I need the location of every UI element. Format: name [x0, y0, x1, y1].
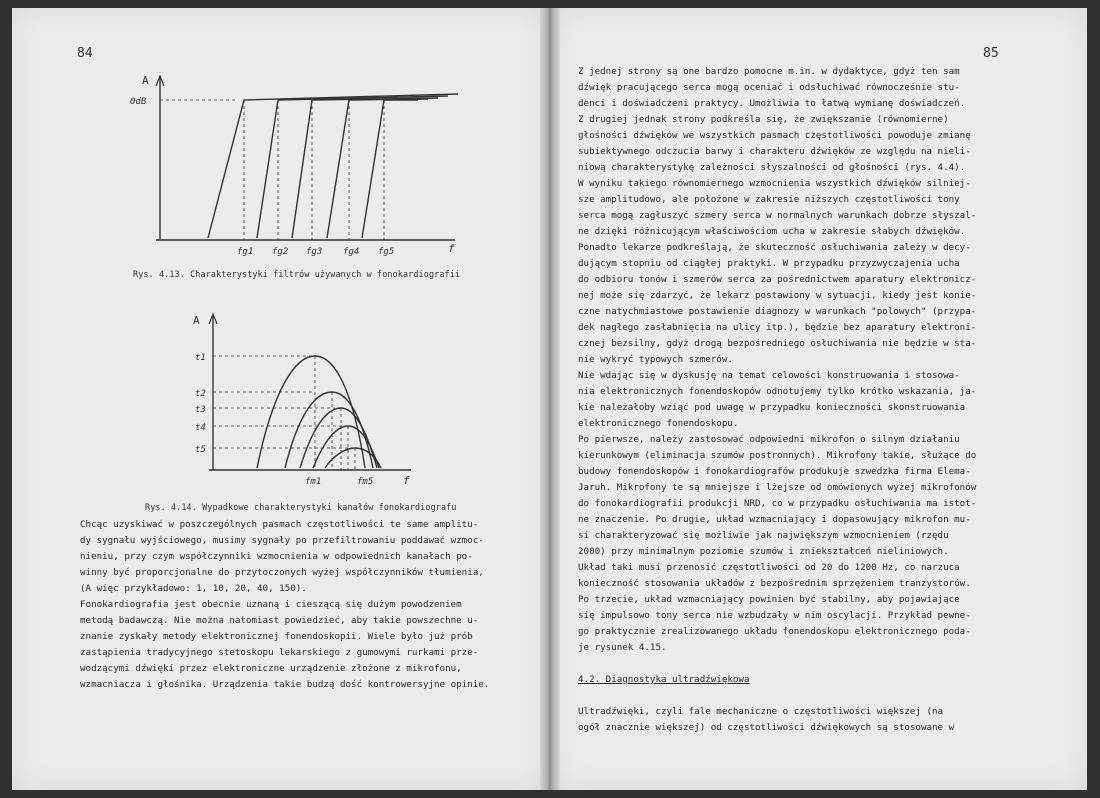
page-number-left: 84 — [77, 46, 93, 61]
fig2-x-axis-label: f — [403, 474, 410, 487]
fig2-y-axis-label: A — [193, 314, 200, 327]
text-line: ogół znacznie większej) od częstotliwości dźwiękowych są stosowane w — [578, 722, 955, 733]
text-line: Jaruh. Mikrofony te są mniejsze i lżejsze od omówionych wyżej mikrofonów — [578, 482, 977, 493]
text-line: je rysunek 4.15. — [578, 642, 667, 653]
fig1-tick-fg1: fg1 — [237, 247, 254, 257]
left-body-text — [80, 517, 542, 693]
text-line: do odbioru tonów i szmerów serca za pośrednictwem aparatury elektronicz- — [578, 274, 977, 285]
text-line: ne dzięki różnicującym właściwościom ucha w zakresie słabych dźwięków. — [578, 226, 966, 237]
text-line: Układ taki musi przenosić częstotliwości od 20 do 1200 Hz, co narzuca — [578, 562, 960, 573]
text-line: dek nagłego zasłabnięcia na ulicy itp.), będzie bez aparatury elektroni- — [578, 322, 977, 333]
text-line: nej może się zdarzyć, że lekarz postawiony w sytuacji, kiedy jest konie- — [578, 290, 977, 301]
fig2-level-t5: t5 — [195, 445, 206, 455]
text-line: konieczność stosowania układów z bezpośrednim sprzężeniem tranzystorów. — [578, 578, 971, 589]
text-line: czne natychmiastowe postawienie diagnozy w warunkach "polowych" (przypa- — [578, 306, 977, 317]
fig2-level-t3: t3 — [195, 405, 206, 415]
text-line: Ponadto lekarze podkreślają, że skuteczność osłuchiwania zależy w decy- — [578, 242, 971, 253]
fig2-level-t4: t4 — [195, 423, 206, 433]
fig2-level-t2: t2 — [195, 389, 206, 399]
text-line: cznej bezsilny, gdyż drogą bezpośredniego osłuchiwania nie będzie w sta- — [578, 338, 977, 349]
text-line: Ultradźwięki, czyli fale mechaniczne o częstotliwości większej (na — [578, 706, 944, 717]
text-line: się impulsowo tony serca nie wzbudzały w nim oscylacji. Przykład pewne- — [578, 610, 971, 621]
text-line: do fonokardiografii produkcji NRD, co w przypadku osłuchiwania ma istot- — [578, 498, 977, 509]
text-line: wzmacniacza i głośnika. Urządzenia takie budzą dość kontrowersyjne opinie. — [80, 679, 490, 690]
fig2-tick-fm5: fm5 — [357, 477, 374, 487]
text-line: Po pierwsze, należy zastosować odpowiedni mikrofon o silnym działaniu — [578, 434, 960, 445]
text-line: winny być proporcjonalne do przytoczonych wyżej współczynników tłumienia, — [80, 567, 484, 578]
text-line: go praktycznie zrealizowanego układu fonendoskopu elektronicznego poda- — [578, 626, 971, 637]
text-line: Fonokardiografia jest obecnie uznaną i cieszącą się dużym powodzeniem — [80, 599, 462, 610]
fig1-y-axis-label: A — [142, 74, 149, 87]
caption-fig-4-13: Rys. 4.13. Charakterystyki filtrów używanych w fonokardiografii — [133, 269, 461, 279]
text-line: kierunkowym (eliminacja szumów postronnych). Mikrofony takie, służące do — [578, 450, 977, 461]
fig2-tick-fm1: fm1 — [305, 477, 322, 487]
text-line: Z jednej strony są one bardzo pomocne m.in. w dydaktyce, gdyż ten sam — [578, 66, 960, 77]
text-line: Z drugiej jednak strony podkreśla się, że zwiększanie (równomierne) — [578, 114, 949, 125]
text-line: głośności dźwięków we wszystkich pasmach częstotliwości powoduje zmianę — [578, 130, 971, 141]
text-line: dźwięk pracującego serca mogą oceniać i odsłuchiwać równocześnie stu- — [578, 82, 960, 93]
text-line: denci i doświadczeni praktycy. Umożliwia to łatwą wymianę doświadczeń. — [578, 98, 966, 109]
text-line: niową charakterystykę zależności słyszalności od głośności (rys. 4.4). — [578, 162, 966, 173]
text-line: subiektywnego odczucia barwy i charakteru dźwięków ze względu na nieli- — [578, 146, 971, 157]
fig1-tick-fg2: fg2 — [272, 247, 289, 257]
text-line: wodzącymi dźwięki przez elektroniczne urządzenie złożone z mikrofonu, — [80, 663, 462, 674]
fig1-tick-fg5: fg5 — [378, 247, 395, 257]
text-line: sze amplitudowo, ale położone w zakresie niższych częstotliwości tony — [578, 194, 960, 205]
fig1-tick-fg3: fg3 — [306, 247, 323, 257]
section-heading: 4.2. Diagnostyka ultradźwiękowa — [578, 674, 750, 685]
text-line: ne znaczenie. Po drugie, układ wzmacniający i dopasowujący mikrofon mu- — [578, 514, 971, 525]
text-line: elektronicznego fonendoskopu. — [578, 418, 739, 429]
text-line: serca mogą zagłuszyć szmery serca w normalnych warunkach dobrze słyszal- — [578, 210, 977, 221]
book-gutter — [540, 8, 560, 790]
text-line: budowy fonendoskopów i fonokardiografów produkuje szwedzka firma Elema- — [578, 466, 971, 477]
text-line: Chcąc uzyskiwać w poszczególnych pasmach częstotliwości te same amplitu- — [80, 519, 479, 530]
text-line: dującym stopniu od ciągłej praktyki. W przypadku przyzwyczajenia ucha — [578, 258, 960, 269]
text-line: dy sygnału wyjściowego, musimy sygnały po przefiltrowaniu poddawać wzmoc- — [80, 535, 484, 546]
text-line: metodą badawczą. Nie można natomiast powiedzieć, aby takie powszechne u- — [80, 615, 479, 626]
text-line: zastąpienia tradycyjnego stetoskopu lekarskiego z gumowymi rurkami prze- — [80, 647, 479, 658]
text-line: nieniu, przy czym współczynniki wzmocnienia w odpowiednich kanałach po- — [80, 551, 473, 562]
fig1-x-axis-label: f — [448, 242, 455, 255]
fig1-tick-fg4: fg4 — [343, 247, 360, 257]
caption-fig-4-14: Rys. 4.14. Wypadkowe charakterystyki kanałów fonokardiografu — [145, 502, 457, 512]
fig1-level-label: 0dB — [130, 97, 147, 107]
right-body-text — [578, 64, 1018, 736]
text-line: (A więc przykładowo: 1, 10, 20, 40, 150). — [80, 583, 307, 594]
text-line: nia elektronicznych fonendoskopów odnotujemy tylko krótko wskazania, ja- — [578, 386, 977, 397]
figure-4-14 — [185, 310, 425, 490]
page-number-right: 85 — [983, 46, 999, 61]
text-line: si charakteryzować się możliwie jak największym wzmocnieniem (rzędu — [578, 530, 949, 541]
fig2-level-t1: t1 — [195, 353, 206, 363]
text-line: znanie zyskały metody elektronicznej fonendoskopii. Wiele było już prób — [80, 631, 473, 642]
text-line: kie należałoby wziąć pod uwagę w przypadku konieczności skonstruowania — [578, 402, 966, 413]
text-line: 2000) przy minimalnym poziomie szumów i zniekształceń nieliniowych. — [578, 546, 949, 557]
text-line: Nie wdając się w dyskusję na temat celowości konstruowania i stosowa- — [578, 370, 960, 381]
text-line: nie wykryć typowych szmerów. — [578, 354, 733, 365]
text-line: Po trzecie, układ wzmacniający powinien być stabilny, aby pojawiające — [578, 594, 960, 605]
figure-4-13 — [120, 70, 480, 270]
text-line: W wyniku takiego równomiernego wzmocnienia wszystkich dźwięków silniej- — [578, 178, 971, 189]
